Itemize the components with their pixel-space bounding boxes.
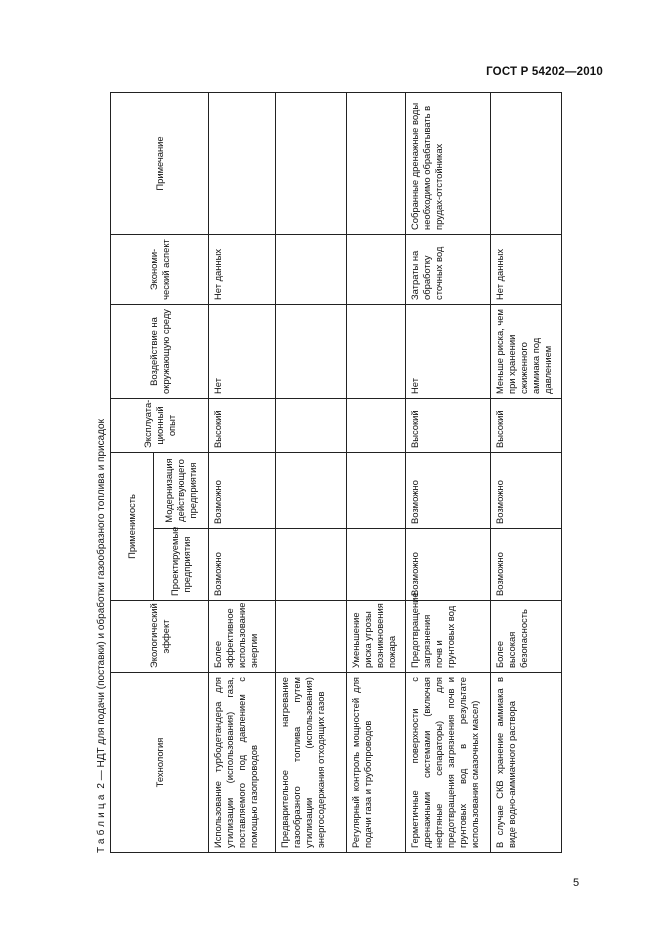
cell-technology: Регулярный контроль мощностей для подачи газа и трубопроводов bbox=[347, 673, 406, 853]
col-effect-header: Экологический эффект bbox=[111, 601, 209, 673]
cell-note bbox=[276, 92, 347, 234]
cell-note: Собранные дренажные воды необходимо обрабатывать в прудах-отстойниках bbox=[406, 92, 491, 234]
cell-environment: Меньше риска, чем при хранении сжиженного аммиака под давлением bbox=[491, 304, 562, 398]
col-technology-header: Технология bbox=[111, 673, 209, 853]
cell-technology: Предварительное нагревание газообразного топлива путем утилизации (использования) энергосодержания отходящих газов bbox=[276, 673, 347, 853]
cell-designed: Возможно bbox=[406, 529, 491, 601]
standard-code: ГОСТ Р 54202—2010 bbox=[486, 66, 603, 78]
cell-designed: Возможно bbox=[209, 529, 276, 601]
cell-note bbox=[347, 92, 406, 234]
col-experience-header: Эксплуата-ционный опыт bbox=[111, 398, 209, 452]
col-economic-header: Экономи-ческий аспект bbox=[111, 234, 209, 304]
table-row bbox=[209, 92, 276, 852]
cell-technology: Герметичные поверхности с дренажными системами (включая нефтяные сепараторы) для предотвращения загрязнения почв и грунтовых вод в результате использования смазочных масел) bbox=[406, 673, 491, 853]
cell-experience bbox=[347, 398, 406, 452]
cell-experience bbox=[276, 398, 347, 452]
cell-effect: Более высокая безопасность bbox=[491, 601, 562, 673]
table-row bbox=[406, 92, 491, 852]
cell-environment: Нет bbox=[209, 304, 276, 398]
cell-economic bbox=[347, 234, 406, 304]
cell-environment bbox=[276, 304, 347, 398]
table-caption bbox=[94, 419, 110, 853]
cell-effect: Предотвращение загрязнения почв и грунтовых вод bbox=[406, 601, 491, 673]
col-applicability-header: Применимость bbox=[111, 452, 154, 600]
cell-designed bbox=[347, 529, 406, 601]
cell-technology: Использование турбодетандера для утилизации (использования) газа, поставляемого под давлением с помощью газопроводов bbox=[209, 673, 276, 853]
cell-designed bbox=[276, 529, 347, 601]
caption-text: 2 — НДТ для подачи (поставки) и обработки газообразного топлива и присадок bbox=[96, 419, 107, 789]
cell-technology: В случае СКВ хранение аммиака в виде водно-аммиачного раствора bbox=[491, 673, 562, 853]
cell-note bbox=[209, 92, 276, 234]
page-number: 5 bbox=[573, 877, 580, 889]
cell-modernization bbox=[276, 452, 347, 528]
cell-environment bbox=[347, 304, 406, 398]
cell-experience: Высокий bbox=[491, 398, 562, 452]
cell-experience: Высокий bbox=[406, 398, 491, 452]
cell-modernization: Возможно bbox=[406, 452, 491, 528]
table-row bbox=[276, 92, 347, 852]
cell-economic: Нет данных bbox=[491, 234, 562, 304]
cell-economic bbox=[276, 234, 347, 304]
cell-designed: Возможно bbox=[491, 529, 562, 601]
cell-economic: Затраты на обработку сточных вод bbox=[406, 234, 491, 304]
caption-label: Таблица bbox=[96, 791, 107, 853]
cell-experience: Высокий bbox=[209, 398, 276, 452]
cell-modernization bbox=[347, 452, 406, 528]
header-row-1 bbox=[111, 92, 154, 852]
ndt-table bbox=[110, 92, 562, 853]
cell-effect: Более эффективное использование энергии bbox=[209, 601, 276, 673]
col-environment-header: Воздействие на окружающую среду bbox=[111, 304, 209, 398]
cell-note bbox=[491, 92, 562, 234]
table-row bbox=[491, 92, 562, 852]
cell-environment: Нет bbox=[406, 304, 491, 398]
col-modernization-header: Модернизация действующего предприятия bbox=[154, 452, 209, 528]
col-note-header: Примечание bbox=[111, 92, 209, 234]
col-designed-header: Проектируемые предприятия bbox=[154, 529, 209, 601]
cell-economic: Нет данных bbox=[209, 234, 276, 304]
cell-modernization: Возможно bbox=[491, 452, 562, 528]
cell-effect: Уменьшение риска угрозы возникновения пожара bbox=[347, 601, 406, 673]
table-row bbox=[347, 92, 406, 852]
cell-effect bbox=[276, 601, 347, 673]
rotated-table-block bbox=[94, 93, 576, 853]
cell-modernization: Возможно bbox=[209, 452, 276, 528]
